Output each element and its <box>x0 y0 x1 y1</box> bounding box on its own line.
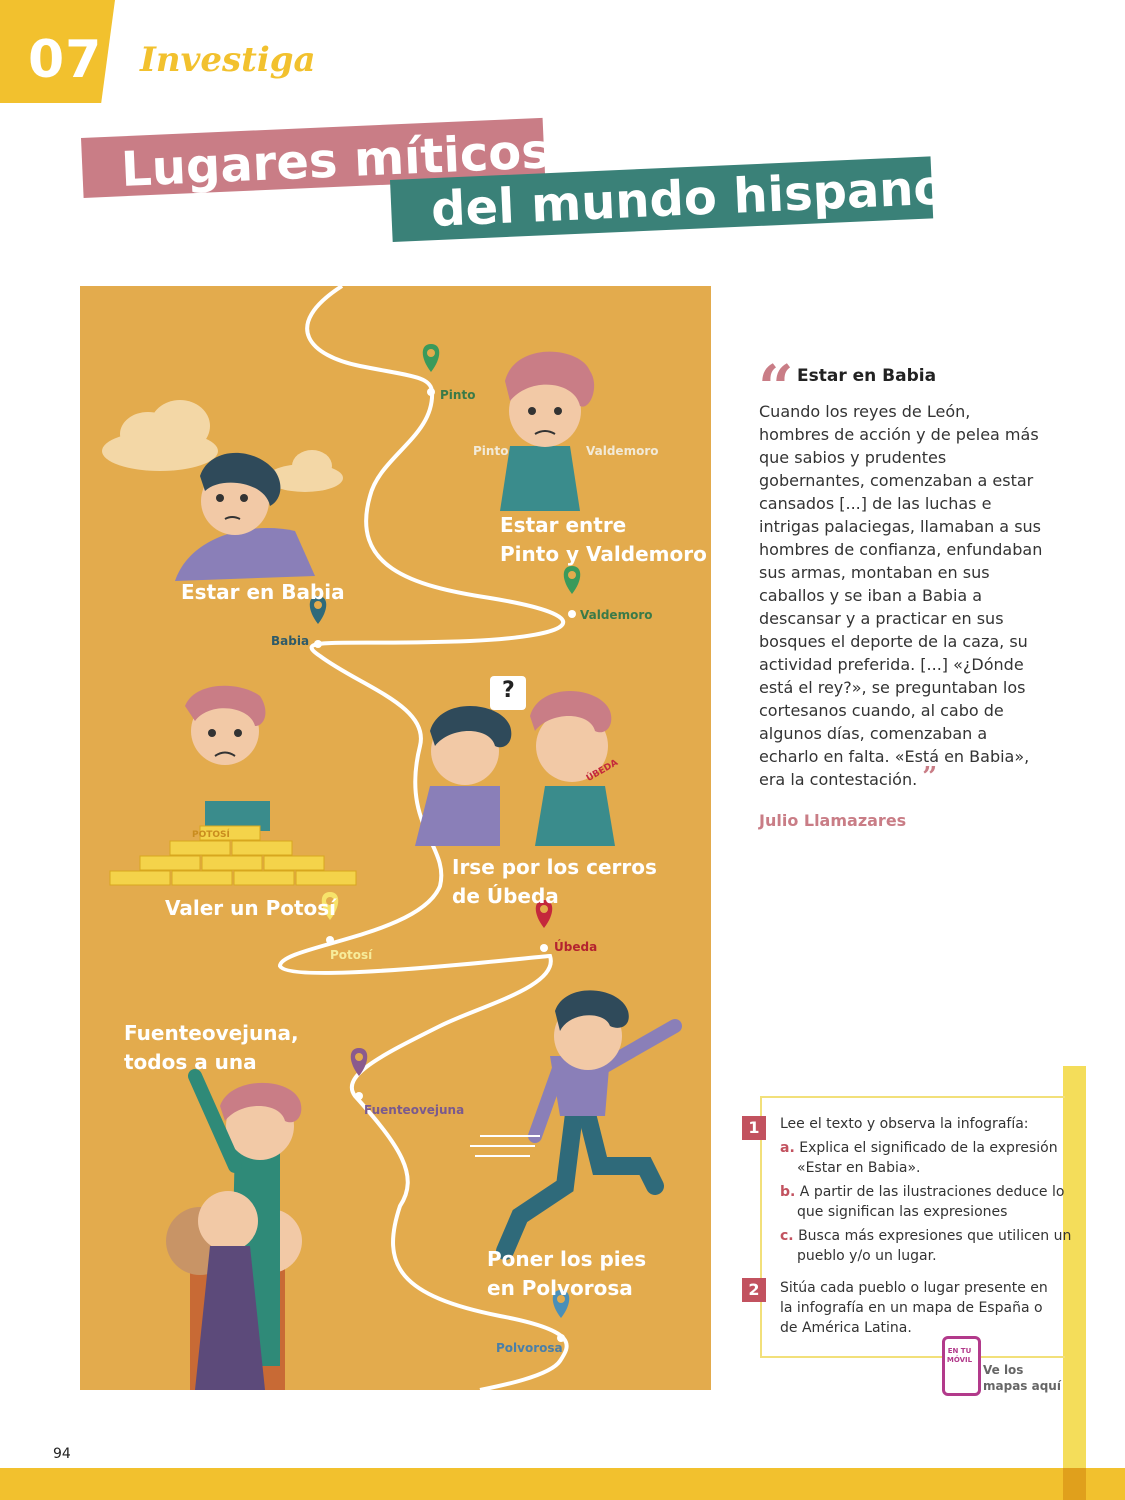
section-label: Investiga <box>140 40 316 80</box>
expression-potosi: Valer un Potosí <box>165 896 337 920</box>
gold-bars-icon <box>110 826 356 885</box>
quote-title: Estar en Babia <box>797 366 937 386</box>
place-label-polvorosa: Polvorosa <box>496 1341 563 1355</box>
page-title-line2: del mundo hispano <box>430 159 948 238</box>
open-quote-icon: “ <box>758 351 794 424</box>
activity-1a: a. Explica el significado de la expresión «Estar en Babia». <box>780 1140 1058 1176</box>
page-title-line1: Lugares míticos <box>120 123 551 198</box>
shrug-label-right: Valdemoro <box>586 444 659 458</box>
ubeda-characters-illustration <box>415 676 615 846</box>
potosi-character-illustration <box>110 686 356 885</box>
expression-babia: Estar en Babia <box>181 580 345 604</box>
unit-number: 07 <box>28 30 103 90</box>
question-mark: ? <box>502 678 515 703</box>
expression-ubeda: Irse por los cerros de Úbeda <box>452 855 657 908</box>
expression-fuenteovejuna: Fuenteovejuna, todos a una <box>124 1021 299 1074</box>
close-quote-icon: ” <box>922 762 938 792</box>
infographic <box>80 286 711 1390</box>
activity-1b: b. A partir de las ilustraciones deduce lo que significan las expresiones <box>780 1184 1065 1220</box>
place-label-valdemoro: Valdemoro <box>580 608 653 622</box>
gold-bar-label: POTOSÍ <box>192 830 230 840</box>
footer-bar <box>0 1468 1125 1500</box>
pinto-valdemoro-character-illustration <box>500 352 594 511</box>
footer-accent <box>1063 1468 1086 1500</box>
ubeda-word: ÚBEDA <box>584 757 620 785</box>
quote-author: Julio Llamazares <box>759 811 907 830</box>
mobile-phone-icon[interactable]: EN TU MÓVIL <box>942 1336 981 1396</box>
expression-pinto-valdemoro: Estar entre Pinto y Valdemoro <box>500 513 707 566</box>
side-stripe <box>1063 1066 1086 1500</box>
expression-polvorosa: Poner los pies en Polvorosa <box>487 1247 647 1300</box>
fuenteovejuna-group-illustration <box>166 1076 302 1390</box>
polvorosa-running-character-illustration <box>470 990 675 1251</box>
place-label-ubeda: Úbeda <box>554 940 598 954</box>
mobile-maps-link[interactable]: Ve los mapas aquí <box>983 1363 1061 1393</box>
pin-valdemoro-icon <box>564 566 581 618</box>
pin-pinto-icon <box>423 344 440 396</box>
shrug-label-left: Pinto <box>473 444 509 458</box>
activity-1c: c. Busca más expresiones que utilicen un pueblo y/o un lugar. <box>780 1228 1072 1264</box>
activities-box <box>748 1096 1072 1358</box>
activity-number-2: 2 <box>742 1278 766 1302</box>
place-label-potosi: Potosí <box>330 948 373 962</box>
activity-2-text: Sitúa cada pueblo o lugar presente en la infografía en un mapa de España o de América Latina. <box>780 1280 1048 1336</box>
activity-1-text: Lee el texto y observa la infografía: <box>780 1116 1029 1132</box>
page-number: 94 <box>53 1446 71 1462</box>
quote-body: Cuando los reyes de León, hombres de acción y de pelea más que sabios y prudentes gobernantes, comenzaban a estar cansados [...] de las luchas e intrigas palaciegas, llamaban a sus hombres de confianza, enfundaban sus armas, montaban en sus caballos y se iban a Babia a descansar y a practicar en sus bosques el deporte de la caza, su actividad preferida. [...] «¿Dónde está el rey?», se preguntaban los cortesanos cuando, al cabo de algunos días, comenzaban a echarlo en falta. «Está en Babia», era la contestación. ” <box>759 402 1043 792</box>
activity-number-1: 1 <box>742 1116 766 1140</box>
place-label-pinto: Pinto <box>440 388 476 402</box>
place-label-babia: Babia <box>271 634 310 648</box>
place-label-fuenteovejuna: Fuenteovejuna <box>364 1103 465 1117</box>
